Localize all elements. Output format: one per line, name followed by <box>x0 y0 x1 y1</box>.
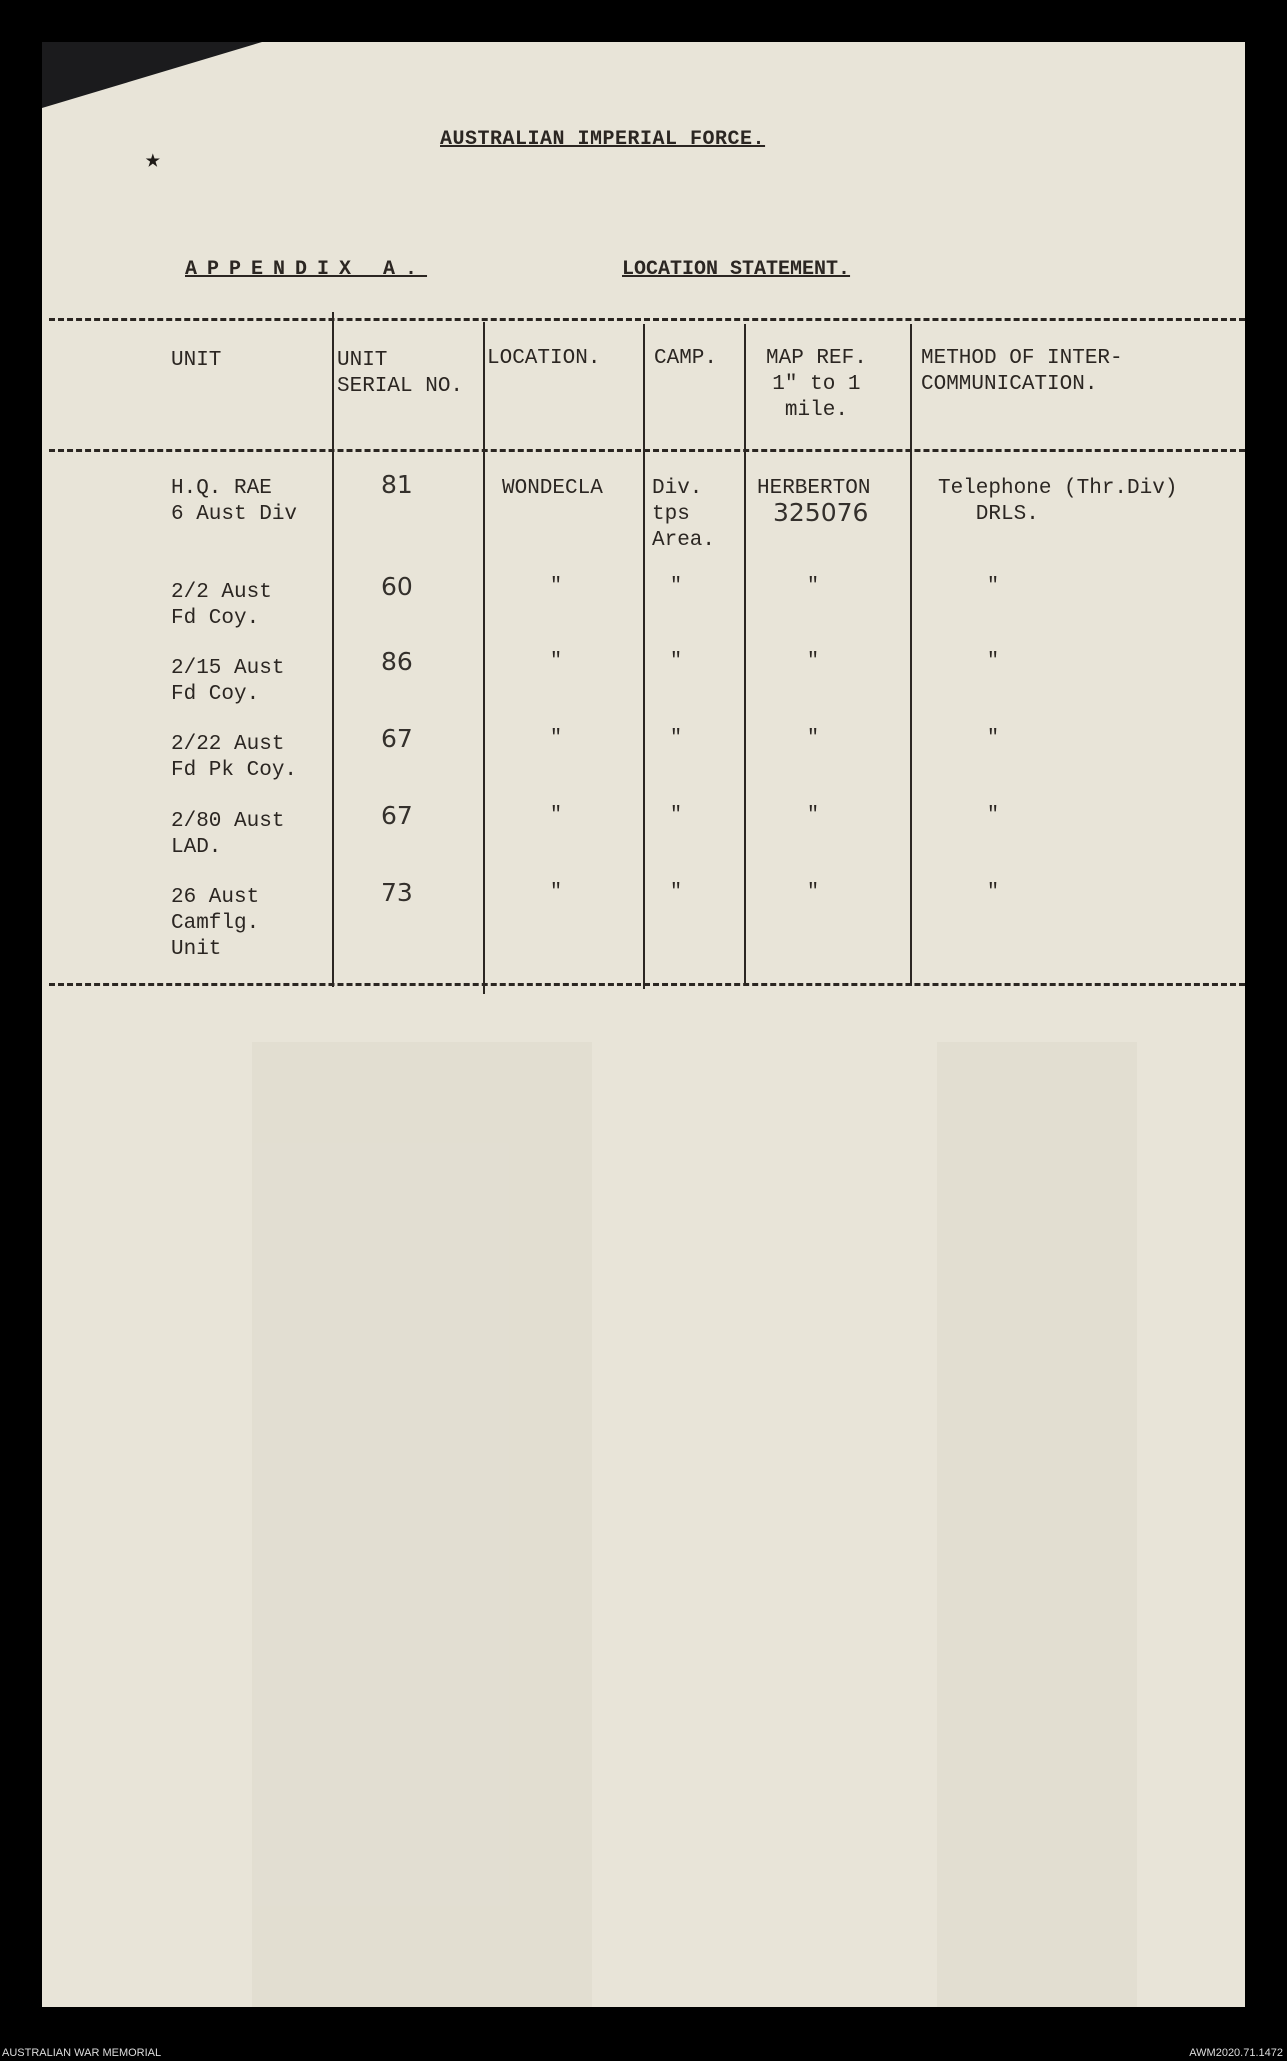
row-camp: " <box>670 881 683 904</box>
column-divider <box>332 312 334 987</box>
row-unit: 2/22 Aust Fd Pk Coy. <box>171 733 298 782</box>
row-mapref: " <box>807 881 820 904</box>
footer-reference: AWM2020.71.1472 <box>1189 2047 1283 2059</box>
row-unit: 26 Aust Camflg. Unit <box>171 886 260 961</box>
table-top-rule <box>49 318 1245 321</box>
table-bottom-rule <box>49 983 1245 986</box>
row-method: Telephone (Thr.Div) DRLS. <box>938 477 1178 526</box>
row-location: WONDECLA <box>502 477 603 500</box>
header-location: LOCATION. <box>487 347 601 370</box>
row-location: " <box>550 650 563 673</box>
footer-source: AUSTRALIAN WAR MEMORIAL <box>2 2047 162 2059</box>
row-serial: 73 <box>381 878 413 907</box>
row-method: " <box>987 804 1000 827</box>
column-divider <box>483 322 485 994</box>
row-location: " <box>550 727 563 750</box>
paper-shading <box>252 1042 592 2007</box>
row-location: " <box>550 575 563 598</box>
column-divider <box>643 324 645 989</box>
row-method: " <box>987 575 1000 598</box>
column-divider <box>910 324 912 986</box>
row-method: " <box>987 727 1000 750</box>
document-page <box>42 42 1245 2007</box>
row-serial: 67 <box>381 724 413 753</box>
header-serial: UNIT SERIAL NO. <box>337 349 464 398</box>
header-camp: CAMP. <box>654 347 718 370</box>
header-mapref: MAP REF. 1" to 1 mile. <box>766 347 867 422</box>
statement-title: LOCATION STATEMENT. <box>622 258 851 281</box>
row-camp: " <box>670 804 683 827</box>
header-method: METHOD OF INTER- COMMUNICATION. <box>921 347 1123 396</box>
star-mark-icon: ★ <box>145 145 161 175</box>
row-mapref: " <box>807 575 820 598</box>
row-camp: " <box>670 575 683 598</box>
row-mapref: " <box>807 650 820 673</box>
row-serial: 81 <box>381 470 413 499</box>
row-method: " <box>987 881 1000 904</box>
folded-corner <box>42 42 262 108</box>
row-camp: " <box>670 727 683 750</box>
row-location: " <box>550 804 563 827</box>
row-serial: 60 <box>381 572 413 601</box>
appendix-label: APPENDIX A. <box>185 258 428 281</box>
header-unit: UNIT <box>171 349 222 372</box>
row-unit: 2/80 Aust LAD. <box>171 810 285 859</box>
paper-shading <box>937 1042 1137 2007</box>
column-divider <box>744 324 746 986</box>
row-unit: 2/15 Aust Fd Coy. <box>171 657 285 706</box>
document-heading: AUSTRALIAN IMPERIAL FORCE. <box>440 128 766 151</box>
row-unit: 2/2 Aust Fd Coy. <box>171 581 272 630</box>
row-mapref: " <box>807 727 820 750</box>
row-mapref: HERBERTON <box>757 477 871 500</box>
table-header-rule <box>49 449 1245 452</box>
row-serial: 86 <box>381 647 413 676</box>
row-unit: H.Q. RAE 6 Aust Div <box>171 477 298 526</box>
row-camp: " <box>670 650 683 673</box>
row-location: " <box>550 881 563 904</box>
row-method: " <box>987 650 1000 673</box>
row-camp: Div. tps Area. <box>652 477 716 552</box>
row-mapref-handwritten: 325076 <box>773 498 869 527</box>
row-mapref: " <box>807 804 820 827</box>
row-serial: 67 <box>381 801 413 830</box>
